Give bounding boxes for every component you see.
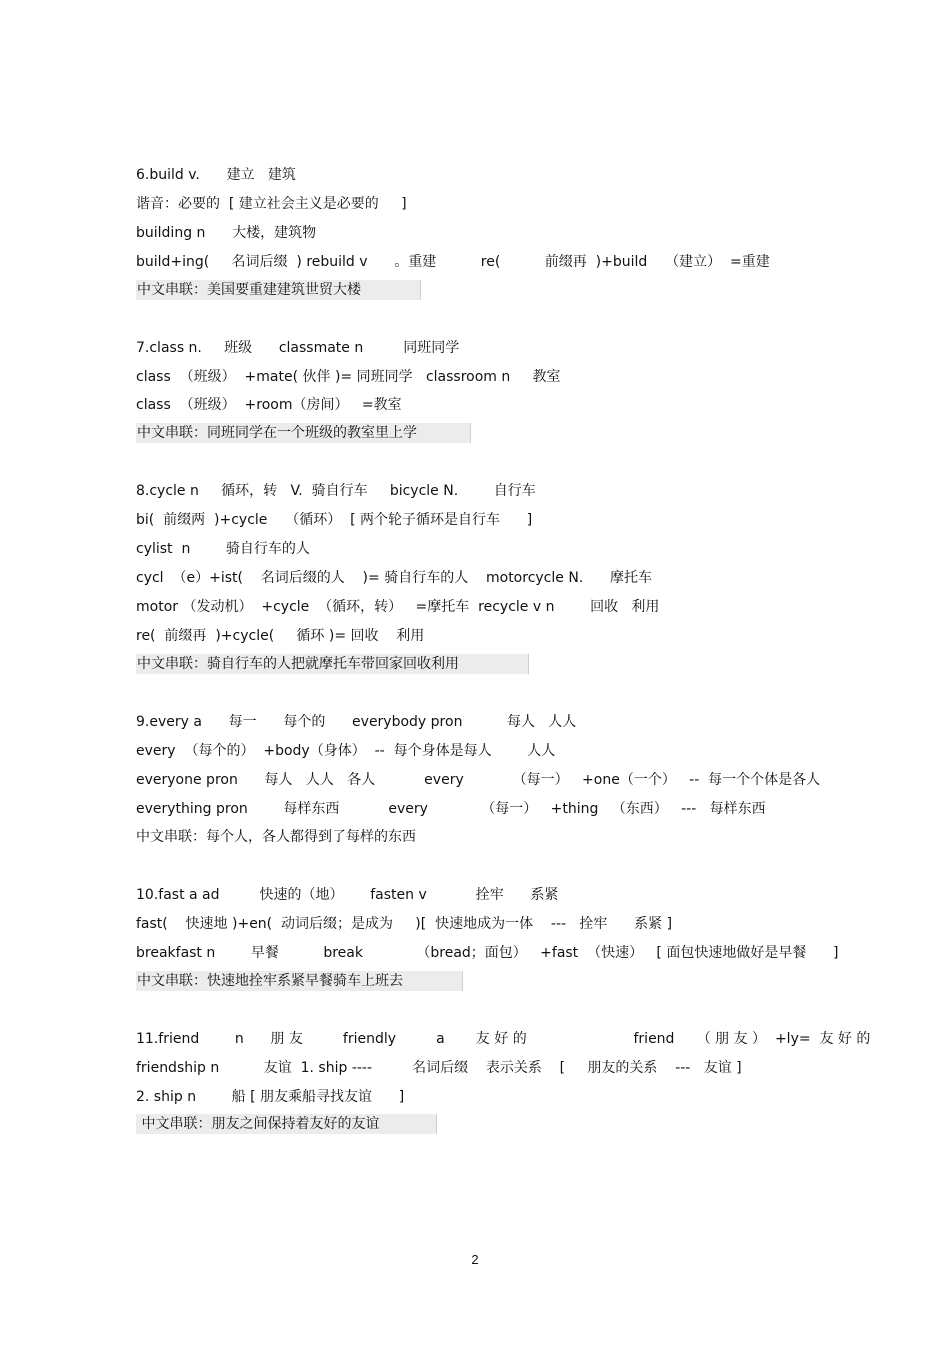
friend-summary: 中文串联：朋友之间保持着友好的友谊 <box>136 1114 437 1134</box>
cycle-re: re( 前缀再 )+cycle( 循环 )= 回收 利用 <box>136 628 425 644</box>
friend-heading: 11.friend n 朋 友 friendly a 友 好 的 friend （ 朋 友 ） +ly= 友 好 的 <box>136 1031 871 1047</box>
friend-friendship: friendship n 友谊 1. ship ---- 名词后缀 表示关系 [ 朋友的关系 --- 友谊 ] <box>136 1060 742 1076</box>
build-summary: 中文串联：美国要重建建筑世贸大楼 <box>136 280 421 300</box>
build-building: building n 大楼，建筑物 <box>136 225 317 241</box>
cycle-recycle: motor （发动机） +cycle （循环，转） =摩托车 recycle v n 回收 利用 <box>136 599 660 615</box>
fast-heading: 10.fast a ad 快速的（地） fasten v 拴牢 系紧 <box>136 887 559 903</box>
class-room: class （班级） +room（房间） =教室 <box>136 397 402 413</box>
build-mnemonic: 谐音：必要的 [ 建立社会主义是必要的 ] <box>136 196 407 212</box>
class-heading: 7.class n. 班级 classmate n 同班同学 <box>136 340 460 356</box>
cycle-bicycle: bi( 前缀两 )+cycle （循环） [ 两个轮子循环是自行车 ] <box>136 512 533 528</box>
fast-breakfast: breakfast n 早餐 break （bread；面包） +fast （快速） [ 面包快速地做好是早餐 ] <box>136 945 839 961</box>
class-summary: 中文串联：同班同学在一个班级的教室里上学 <box>136 423 471 443</box>
build-heading: 6.build v. 建立 建筑 <box>136 167 296 183</box>
every-one: everyone pron 每人 人人 各人 every （每一） +one（一个） -- 每一个个体是各人 <box>136 772 821 788</box>
cycle-heading: 8.cycle n 循环，转 V. 骑自行车 bicycle N. 自行车 <box>136 483 536 499</box>
fast-summary: 中文串联：快速地拴牢系紧早餐骑车上班去 <box>136 971 463 991</box>
cycle-cylist: cylist n 骑自行车的人 <box>136 541 310 557</box>
build-rebuild: build+ing( 名词后缀 ) rebuild v 。重建 re( 前缀再 )+build （建立） =重建 <box>136 254 770 270</box>
page-number: 2 <box>471 1252 479 1267</box>
every-heading: 9.every a 每一 每个的 everybody pron 每人 人人 <box>136 714 577 730</box>
every-body: every （每个的） +body（身体） -- 每个身体是每人 人人 <box>136 743 556 759</box>
friend-ship: 2. ship n 船 [ 朋友乘船寻找友谊 ] <box>136 1089 405 1105</box>
class-mate: class （班级） +mate( 伙伴 )= 同班同学 classroom n 教室 <box>136 369 561 385</box>
cycle-motorcycle: cycl （e）+ist( 名词后缀的人 )= 骑自行车的人 motorcycle N. 摩托车 <box>136 570 652 586</box>
fast-fasten: fast( 快速地 )+en( 动词后缀；是成为 )[ 快速地成为一体 --- 拴牢 系紧 ] <box>136 916 673 932</box>
every-thing: everything pron 每样东西 every （每一） +thing （东西） --- 每样东西 <box>136 801 766 817</box>
cycle-summary: 中文串联：骑自行车的人把就摩托车带回家回收利用 <box>136 654 529 674</box>
every-summary: 中文串联：每个人，各人都得到了每样的东西 <box>136 829 416 845</box>
